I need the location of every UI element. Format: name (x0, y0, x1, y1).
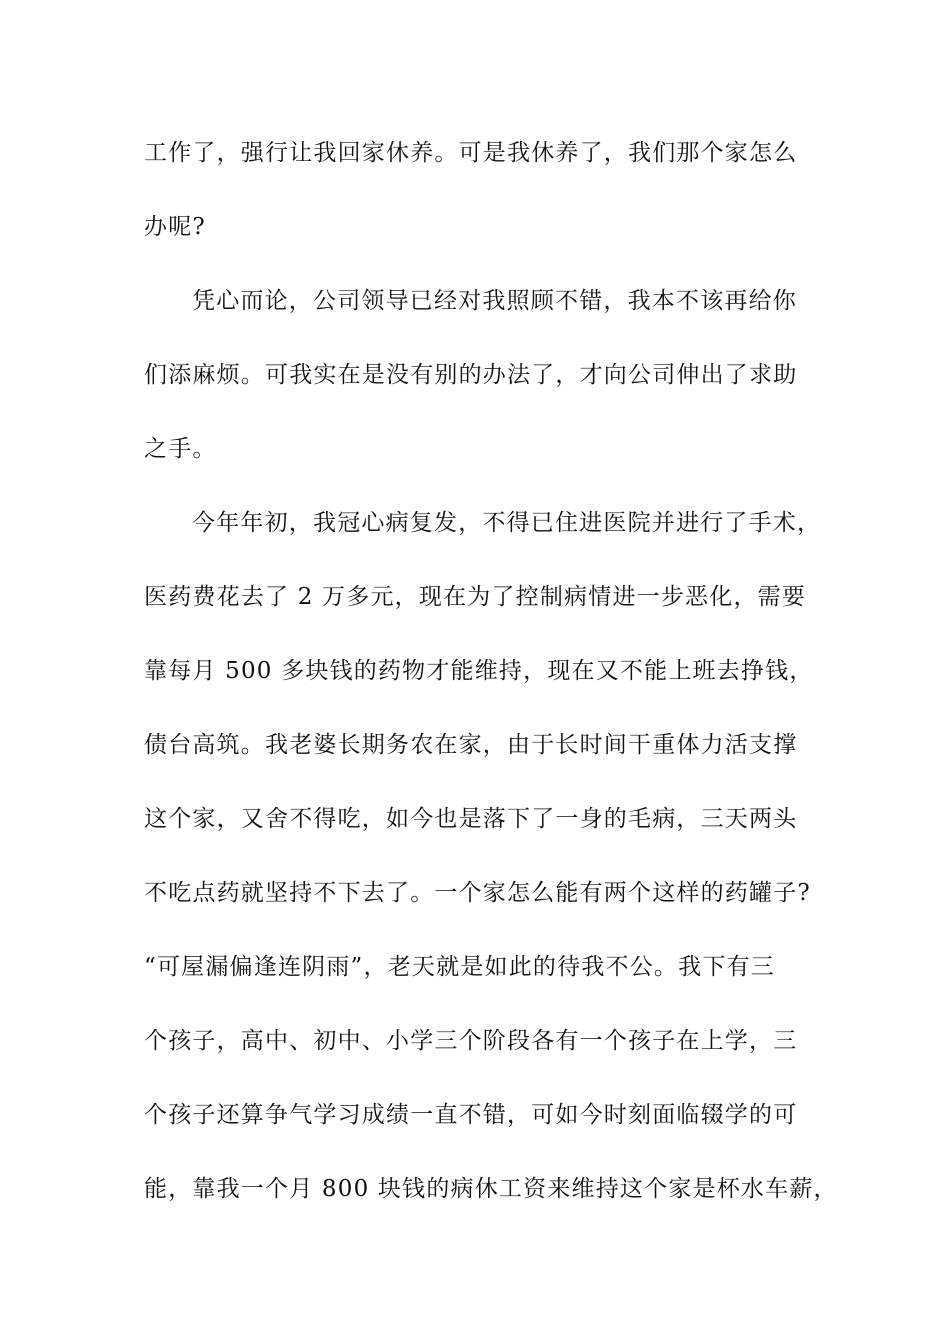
text-line: 工作了，强行让我回家休养。可是我休养了，我们那个家怎么 (144, 140, 798, 166)
text-line: “可屋漏偏逢连阴雨”，老天就是如此的待我不公。我下有三 (144, 954, 775, 980)
text-line: 债台高筑。我老婆长期务农在家，由于长时间干重体力活支撑 (144, 732, 798, 758)
text-line: 们添麻烦。可我实在是没有别的办法了，才向公司伸出了求助 (144, 362, 798, 388)
text-line: 不吃点药就坚持不下去了。一个家怎么能有两个这样的药罐子? (144, 880, 811, 906)
text-line: 个孩子，高中、初中、小学三个阶段各有一个孩子在上学，三 (144, 1028, 798, 1054)
text-line: 之手。 (144, 436, 217, 462)
text-line: 能，靠我一个月 800 块钱的病休工资来维持这个家是杯水车薪， (144, 1176, 838, 1202)
paragraph-start-line: 今年年初，我冠心病复发，不得已住进医院并进行了手术， (192, 510, 822, 536)
text-line: 办呢? (144, 214, 206, 240)
text-line: 医药费花去了 2 万多元，现在为了控制病情进一步恶化，需要 (144, 584, 807, 610)
text-line: 靠每月 500 多块钱的药物才能维持，现在又不能上班去挣钱， (144, 658, 814, 684)
text-line: 这个家，又舍不得吃，如今也是落下了一身的毛病，三天两头 (144, 806, 798, 832)
paragraph-start-line: 凭心而论，公司领导已经对我照顾不错，我本不该再给你 (192, 288, 797, 314)
text-line: 个孩子还算争气学习成绩一直不错，可如今时刻面临辍学的可 (144, 1102, 798, 1128)
